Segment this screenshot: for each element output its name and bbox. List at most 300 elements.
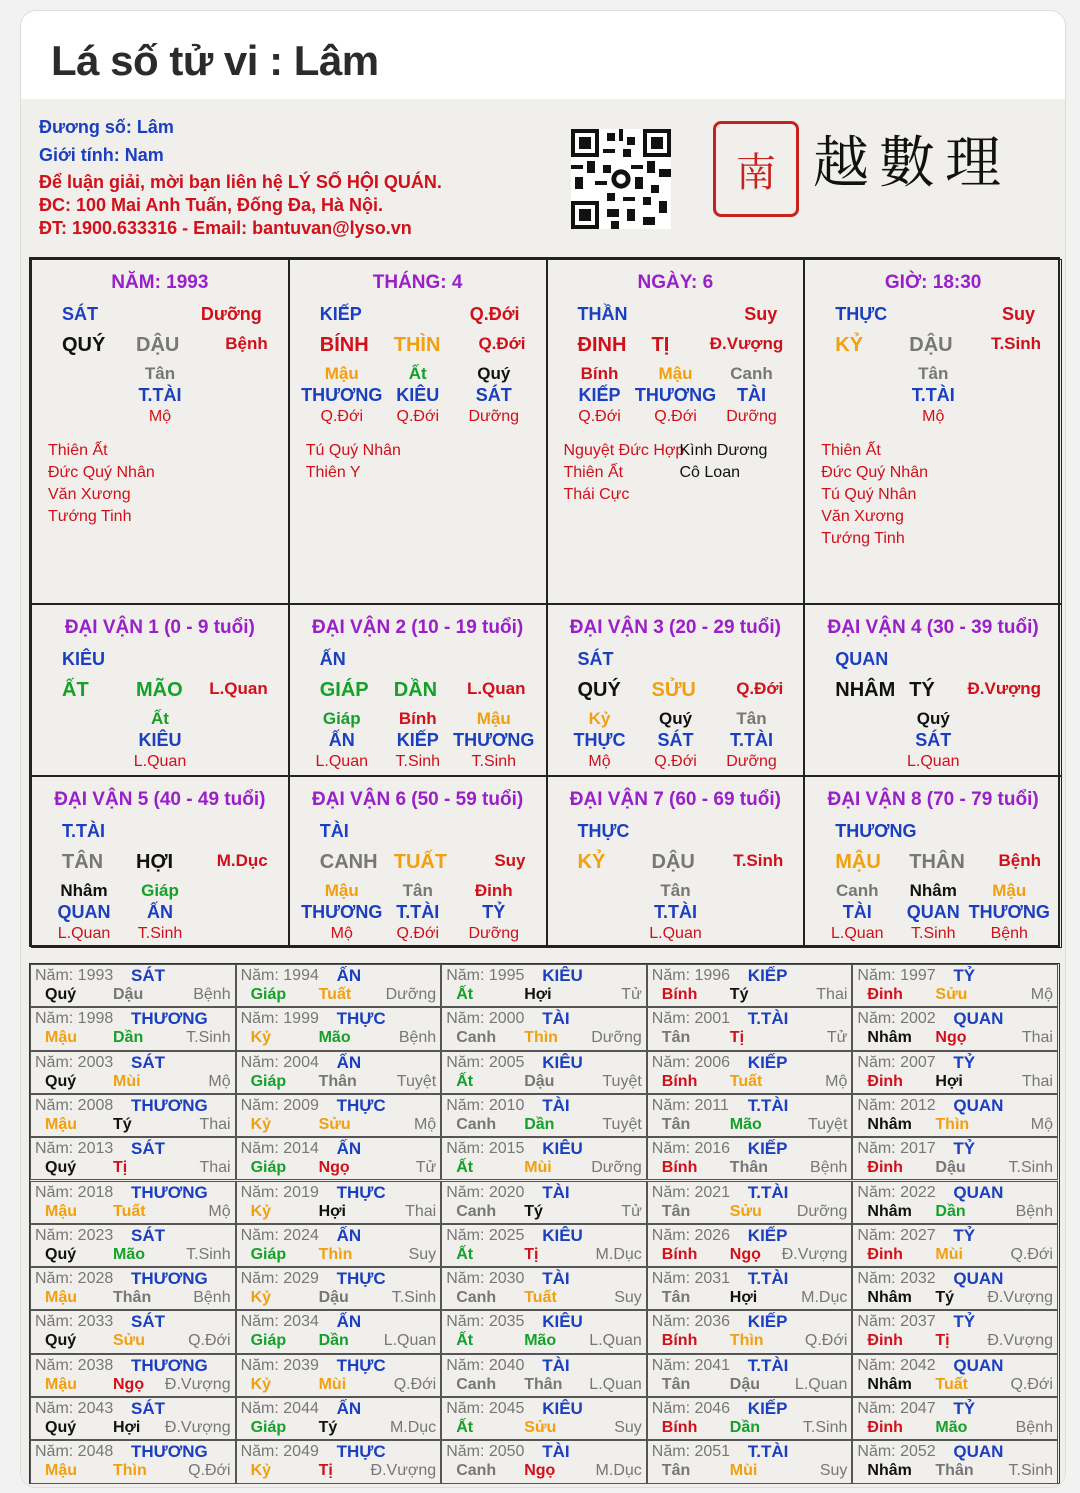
cell-title: THÁNG: 4 bbox=[372, 272, 463, 293]
year-cell bbox=[236, 964, 442, 1007]
cell-title: ĐẠI VẬN 1 (0 - 9 tuổi) bbox=[64, 617, 255, 638]
year-stage: Dưỡng bbox=[591, 1029, 642, 1047]
year-stem: Quý bbox=[45, 1159, 77, 1177]
dai-van-cell bbox=[31, 604, 289, 776]
year-stage: Đ.Vượng bbox=[370, 1462, 437, 1480]
year-label: Năm: 2012 bbox=[857, 1096, 936, 1114]
hidden-stem: Giáp bbox=[141, 881, 179, 900]
hidden-stage: Mộ bbox=[922, 408, 945, 425]
star-name: Văn Xương bbox=[821, 508, 904, 525]
year-branch: Hợi bbox=[729, 1289, 758, 1307]
hidden-stage: L.Quan bbox=[57, 925, 111, 942]
year-cell bbox=[236, 1397, 442, 1440]
year-stage: L.Quan bbox=[589, 1332, 642, 1350]
year-god: ẤN bbox=[336, 966, 362, 985]
year-cell bbox=[236, 1007, 442, 1050]
year-god: TỶ bbox=[953, 1225, 976, 1245]
year-label: Năm: 1994 bbox=[240, 967, 319, 984]
hidden-god: SÁT bbox=[657, 730, 694, 750]
year-cell bbox=[647, 1440, 853, 1483]
hidden-stem: Tân bbox=[918, 364, 949, 383]
year-cell bbox=[647, 1354, 853, 1397]
cell-title: ĐẠI VẬN 7 (60 - 69 tuổi) bbox=[569, 789, 781, 810]
year-branch: Sửu bbox=[318, 1115, 351, 1133]
year-stem: Tân bbox=[661, 1029, 691, 1047]
year-god: ẤN bbox=[336, 1225, 362, 1245]
hidden-god: KIÊU bbox=[396, 385, 440, 405]
cell-title: NĂM: 1993 bbox=[111, 272, 209, 293]
pillars-grid bbox=[29, 257, 1060, 947]
year-label: Năm: 1993 bbox=[35, 967, 114, 984]
year-god: THƯƠNG bbox=[131, 1355, 208, 1375]
year-god: KIÊU bbox=[542, 1312, 583, 1332]
heavenly-stem: GIÁP bbox=[319, 679, 369, 701]
heavenly-stem: MẬU bbox=[835, 851, 881, 873]
year-branch: Thân bbox=[318, 1072, 357, 1090]
hidden-stem: Đinh bbox=[474, 881, 513, 900]
year-label: Năm: 2049 bbox=[240, 1443, 319, 1461]
year-god: KIÊU bbox=[542, 1225, 583, 1245]
year-god: KIÊU bbox=[542, 1139, 583, 1159]
dai-van-cell bbox=[31, 776, 289, 948]
year-god: QUAN bbox=[953, 1269, 1004, 1289]
year-branch: Tý bbox=[318, 1419, 338, 1436]
star-name: Thiên Ất bbox=[48, 442, 108, 459]
year-cell bbox=[236, 1224, 442, 1267]
year-cell bbox=[647, 1094, 853, 1137]
year-label: Năm: 1998 bbox=[35, 1010, 114, 1028]
heavenly-stem: QUÝ bbox=[577, 679, 621, 701]
year-label: Năm: 2045 bbox=[446, 1400, 525, 1417]
year-stem: Canh bbox=[456, 1115, 497, 1133]
year-branch: Hợi bbox=[318, 1202, 346, 1220]
year-stage: Q.Đới bbox=[393, 1375, 437, 1393]
year-cell bbox=[441, 1354, 647, 1397]
life-stage: Suy bbox=[494, 851, 526, 870]
year-god: KIẾP bbox=[747, 966, 788, 985]
year-label: Năm: 2048 bbox=[35, 1443, 114, 1461]
year-label: Năm: 2011 bbox=[651, 1096, 729, 1114]
year-stage: Q.Đới bbox=[188, 1462, 231, 1480]
star-state: Suy bbox=[744, 304, 778, 324]
hidden-stem: Tân bbox=[402, 881, 433, 900]
year-cell bbox=[236, 1354, 442, 1397]
year-branch: Tý bbox=[729, 986, 749, 1003]
year-stage: Bệnh bbox=[1015, 1202, 1053, 1220]
contact-line: Để luận giải, mời bạn liên hệ LÝ SỐ HỘI QUÁN. bbox=[39, 172, 442, 192]
year-branch: Ngọ bbox=[524, 1462, 556, 1480]
year-cell bbox=[647, 1267, 853, 1310]
year-stem: Đinh bbox=[867, 1072, 903, 1090]
hidden-stem: Tân bbox=[736, 709, 767, 728]
life-stage: Bệnh bbox=[998, 851, 1041, 870]
year-god: TÀI bbox=[542, 1009, 570, 1029]
year-stage: Mộ bbox=[1030, 1115, 1053, 1133]
stars-left bbox=[821, 440, 928, 550]
year-branch: Ngọ bbox=[113, 1375, 145, 1393]
cell-title: NGÀY: 6 bbox=[637, 272, 714, 293]
year-god: KIÊU bbox=[542, 1399, 583, 1418]
main-star: THƯƠNG bbox=[835, 821, 917, 841]
year-label: Năm: 2019 bbox=[240, 1183, 319, 1201]
hidden-stage: Dưỡng bbox=[726, 753, 777, 770]
life-stage: Đ.Vượng bbox=[967, 679, 1041, 698]
hidden-stem: Canh bbox=[730, 364, 773, 383]
year-stem: Quý bbox=[45, 1245, 77, 1263]
year-stem: Canh bbox=[456, 1375, 497, 1393]
year-branch: Thìn bbox=[113, 1462, 147, 1480]
heavenly-stem: KỶ bbox=[835, 334, 864, 356]
year-stem: Ất bbox=[456, 1072, 474, 1090]
year-label: Năm: 2036 bbox=[651, 1313, 731, 1331]
year-cell bbox=[236, 1094, 442, 1137]
hidden-stem: Bính bbox=[398, 709, 437, 728]
year-god: THƯƠNG bbox=[131, 1442, 208, 1462]
hidden-god: THƯƠNG bbox=[301, 902, 383, 922]
year-label: Năm: 2039 bbox=[240, 1356, 319, 1374]
year-stem: Kỷ bbox=[250, 1115, 272, 1133]
hidden-god: KIẾP bbox=[396, 730, 439, 750]
year-stem: Quý bbox=[45, 1332, 77, 1350]
year-branch: Thân bbox=[524, 1375, 563, 1393]
year-branch: Hợi bbox=[935, 1072, 963, 1090]
address-line: ĐC: 100 Mai Anh Tuấn, Đống Đa, Hà Nội. bbox=[39, 195, 384, 215]
year-cell bbox=[441, 1267, 647, 1310]
main-star: T.TÀI bbox=[62, 821, 105, 841]
hidden-stem: Mậu bbox=[658, 364, 693, 383]
year-god: THƯƠNG bbox=[131, 1269, 208, 1289]
year-label: Năm: 2026 bbox=[651, 1226, 731, 1244]
earthly-branch: TÝ bbox=[909, 679, 935, 701]
year-branch: Tuất bbox=[318, 986, 352, 1003]
year-cell bbox=[236, 1310, 442, 1353]
heavenly-stem: CANH bbox=[319, 851, 378, 873]
year-label: Năm: 2008 bbox=[35, 1096, 114, 1114]
year-label: Năm: 2001 bbox=[651, 1010, 731, 1028]
year-branch: Dần bbox=[318, 1332, 349, 1350]
year-cell bbox=[441, 964, 647, 1007]
year-god: QUAN bbox=[953, 1009, 1004, 1029]
dai-van-cell bbox=[804, 604, 1062, 776]
year-label: Năm: 2009 bbox=[240, 1096, 319, 1114]
year-cell bbox=[236, 1267, 442, 1310]
year-god: SÁT bbox=[131, 1225, 165, 1245]
year-label: Năm: 2034 bbox=[240, 1313, 319, 1331]
red-seal-logo: 南 bbox=[713, 121, 799, 217]
heavenly-stem: TÂN bbox=[62, 851, 104, 873]
year-stem: Bính bbox=[661, 1072, 698, 1090]
year-stem: Tân bbox=[661, 1115, 691, 1133]
year-branch: Mão bbox=[524, 1332, 557, 1350]
year-cell bbox=[30, 1007, 236, 1050]
year-branch: Dần bbox=[729, 1419, 761, 1436]
year-branch: Dậu bbox=[935, 1159, 966, 1177]
year-god: TÀI bbox=[542, 1182, 570, 1202]
chart-sheet bbox=[21, 99, 1066, 1488]
heavenly-stem: NHÂM bbox=[835, 679, 896, 701]
year-branch: Sửu bbox=[935, 986, 968, 1003]
dai-van-cell bbox=[289, 604, 547, 776]
year-branch: Dậu bbox=[318, 1289, 349, 1307]
year-stem: Giáp bbox=[250, 986, 287, 1003]
year-stage: Đ.Vượng bbox=[781, 1245, 848, 1263]
hidden-stem: Mậu bbox=[324, 881, 359, 900]
year-stem: Nhâm bbox=[867, 1115, 912, 1133]
cell-title: ĐẠI VẬN 2 (10 - 19 tuổi) bbox=[312, 617, 524, 638]
heavenly-stem: KỶ bbox=[577, 851, 606, 873]
owner-info bbox=[39, 115, 442, 240]
year-branch: Sửu bbox=[729, 1202, 762, 1220]
hidden-god: THƯƠNG bbox=[453, 730, 535, 750]
year-cell bbox=[852, 1051, 1058, 1094]
year-stem: Mậu bbox=[45, 1202, 77, 1220]
year-cell bbox=[441, 1440, 647, 1483]
year-stem: Đinh bbox=[867, 1245, 903, 1263]
year-god: KIẾP bbox=[747, 1312, 788, 1332]
year-god: THƯƠNG bbox=[131, 1095, 208, 1115]
year-label: Năm: 2032 bbox=[857, 1270, 936, 1288]
year-god: T.TÀI bbox=[747, 1182, 789, 1202]
year-label: Năm: 2013 bbox=[35, 1140, 114, 1158]
earthly-branch: TUẤT bbox=[393, 851, 448, 873]
year-god: KIÊU bbox=[542, 1052, 583, 1072]
main-star: SÁT bbox=[577, 649, 614, 669]
year-branch: Dần bbox=[935, 1202, 966, 1220]
year-branch: Mùi bbox=[318, 1375, 347, 1393]
year-cell bbox=[30, 964, 236, 1007]
hidden-stem: Tân bbox=[660, 881, 691, 900]
year-stage: Bệnh bbox=[193, 986, 231, 1003]
hidden-stem: Mậu bbox=[476, 709, 511, 728]
year-stage: Tử bbox=[826, 1029, 848, 1047]
year-cell bbox=[441, 1181, 647, 1224]
dai-van-cell bbox=[547, 604, 805, 776]
year-god: THỰC bbox=[336, 1355, 386, 1375]
year-stem: Giáp bbox=[250, 1159, 287, 1177]
year-cell bbox=[441, 1137, 647, 1180]
hidden-stage: Q.Đới bbox=[654, 408, 697, 425]
year-stage: Thai bbox=[1021, 1029, 1053, 1047]
year-stem: Canh bbox=[456, 1289, 497, 1307]
year-stem: Nhâm bbox=[867, 1289, 912, 1307]
year-stem: Kỷ bbox=[250, 1029, 272, 1047]
year-stem: Nhâm bbox=[867, 1202, 912, 1220]
hidden-stem: Quý bbox=[658, 709, 693, 728]
year-branch: Tị bbox=[318, 1462, 333, 1480]
year-label: Năm: 2050 bbox=[446, 1443, 525, 1461]
year-branch: Mùi bbox=[935, 1245, 963, 1263]
year-branch: Tị bbox=[935, 1332, 950, 1350]
year-branch: Sửu bbox=[113, 1332, 146, 1350]
year-cell bbox=[852, 1224, 1058, 1267]
life-stage: T.Sinh bbox=[733, 851, 784, 870]
year-stem: Tân bbox=[661, 1375, 691, 1393]
year-label: Năm: 2017 bbox=[857, 1140, 936, 1158]
year-branch: Tị bbox=[113, 1159, 128, 1177]
year-label: Năm: 2037 bbox=[857, 1313, 936, 1331]
hidden-god: T.TÀI bbox=[396, 902, 440, 922]
year-stage: Tuyệt bbox=[602, 1115, 642, 1133]
hidden-stem: Ất bbox=[408, 364, 427, 383]
year-god: SÁT bbox=[131, 1139, 165, 1159]
main-star: QUAN bbox=[835, 649, 889, 669]
year-label: Năm: 2029 bbox=[240, 1270, 319, 1288]
hidden-god: QUAN bbox=[57, 902, 111, 922]
year-cell bbox=[852, 1007, 1058, 1050]
year-stem: Tân bbox=[661, 1202, 691, 1220]
cell-title: ĐẠI VẬN 6 (50 - 59 tuổi) bbox=[312, 789, 524, 810]
hidden-god: THƯƠNG bbox=[301, 385, 383, 405]
year-god: TỶ bbox=[953, 966, 976, 985]
year-branch: Mùi bbox=[729, 1462, 758, 1480]
phone-email-line: ĐT: 1900.633316 - Email: bantuvan@lyso.vn bbox=[39, 218, 412, 238]
year-stage: Suy bbox=[614, 1289, 642, 1307]
year-stage: Tử bbox=[621, 1202, 642, 1220]
heavenly-stem: QUÝ bbox=[62, 334, 106, 356]
year-branch: Thìn bbox=[935, 1115, 970, 1133]
year-label: Năm: 2040 bbox=[446, 1356, 525, 1374]
life-stage: Q.Đới bbox=[736, 679, 784, 698]
hidden-god: SÁT bbox=[915, 730, 952, 750]
star-name: Văn Xương bbox=[48, 486, 131, 503]
year-stage: Q.Đới bbox=[1010, 1375, 1053, 1393]
year-stage: L.Quan bbox=[383, 1332, 437, 1350]
hidden-stem: Tân bbox=[144, 364, 176, 383]
year-stage: Mộ bbox=[1030, 986, 1053, 1003]
hidden-stage: Q.Đới bbox=[396, 408, 439, 425]
year-cell bbox=[647, 1224, 853, 1267]
hidden-stage: Dưỡng bbox=[726, 408, 777, 425]
year-stage: Thai bbox=[1021, 1072, 1053, 1090]
cell-title: GIỜ: 18:30 bbox=[884, 272, 982, 293]
year-label: Năm: 2027 bbox=[857, 1226, 936, 1244]
year-god: TỶ bbox=[953, 1139, 976, 1159]
year-stem: Giáp bbox=[250, 1072, 287, 1090]
year-branch: Dậu bbox=[113, 986, 144, 1003]
hidden-stem: Bính bbox=[580, 364, 619, 383]
year-label: Năm: 2010 bbox=[446, 1096, 525, 1114]
year-god: ẤN bbox=[336, 1052, 362, 1072]
year-stem: Giáp bbox=[250, 1332, 287, 1350]
year-label: Năm: 2003 bbox=[35, 1053, 114, 1071]
year-cell bbox=[30, 1224, 236, 1267]
year-branch: Dậu bbox=[729, 1375, 761, 1393]
star-name: Đức Quý Nhân bbox=[48, 464, 155, 481]
year-cell bbox=[441, 1224, 647, 1267]
life-stage: Q.Đới bbox=[478, 334, 526, 353]
year-stem: Đinh bbox=[867, 986, 903, 1003]
year-stem: Canh bbox=[456, 1029, 497, 1047]
year-stem: Đinh bbox=[867, 1419, 903, 1436]
year-god: TỶ bbox=[953, 1399, 976, 1418]
year-stem: Bính bbox=[661, 1159, 698, 1177]
year-label: Năm: 1996 bbox=[651, 967, 731, 984]
year-god: T.TÀI bbox=[747, 1095, 789, 1115]
pillar-cell bbox=[804, 259, 1062, 604]
year-branch: Tý bbox=[113, 1115, 132, 1133]
year-god: SÁT bbox=[131, 1312, 165, 1332]
year-stem: Tân bbox=[661, 1289, 691, 1307]
hidden-stage: L.Quan bbox=[133, 753, 187, 770]
main-star: THỰC bbox=[577, 821, 630, 841]
year-cell bbox=[30, 1181, 236, 1224]
stars-left bbox=[48, 440, 155, 528]
star-name: Thái Cực bbox=[563, 486, 630, 503]
year-god: THỰC bbox=[336, 1269, 386, 1289]
year-stage: Mộ bbox=[208, 1202, 231, 1220]
year-label: Năm: 2044 bbox=[240, 1400, 319, 1417]
dai-van-cell bbox=[804, 776, 1062, 948]
year-branch: Dậu bbox=[524, 1072, 555, 1090]
hidden-god: T.TÀI bbox=[654, 902, 697, 922]
year-cell bbox=[30, 1051, 236, 1094]
year-god: TỶ bbox=[953, 1052, 976, 1072]
year-god: SÁT bbox=[131, 1399, 165, 1418]
year-stage: Thai bbox=[199, 1159, 231, 1177]
year-stage: Dưỡng bbox=[796, 1202, 848, 1220]
year-label: Năm: 1997 bbox=[857, 967, 936, 984]
year-stage: Thai bbox=[405, 1202, 437, 1220]
year-label: Năm: 2007 bbox=[857, 1053, 936, 1071]
hidden-stem: Canh bbox=[836, 881, 879, 900]
year-stage: Suy bbox=[408, 1245, 437, 1263]
year-branch: Tuất bbox=[729, 1072, 763, 1090]
year-god: THƯƠNG bbox=[131, 1182, 208, 1202]
year-branch: Tuất bbox=[524, 1289, 557, 1307]
cell-title: ĐẠI VẬN 5 (40 - 49 tuổi) bbox=[54, 789, 266, 810]
year-stem: Ất bbox=[456, 986, 474, 1003]
year-cell bbox=[441, 1397, 647, 1440]
year-cell bbox=[236, 1137, 442, 1180]
year-god: QUAN bbox=[953, 1095, 1004, 1115]
year-branch: Thìn bbox=[524, 1029, 558, 1047]
hidden-god: TỶ bbox=[482, 902, 506, 922]
year-cell bbox=[236, 1051, 442, 1094]
year-label: Năm: 2020 bbox=[446, 1183, 525, 1201]
stars-right bbox=[680, 440, 768, 484]
hidden-stage: Q.Đới bbox=[320, 408, 363, 425]
year-branch: Hợi bbox=[113, 1419, 141, 1436]
year-cell bbox=[852, 1181, 1058, 1224]
hidden-stage: Dưỡng bbox=[468, 408, 520, 425]
year-stem: Canh bbox=[456, 1202, 497, 1220]
year-stem: Nhâm bbox=[867, 1375, 912, 1393]
year-cell bbox=[647, 1007, 853, 1050]
year-stem: Kỷ bbox=[250, 1289, 272, 1307]
year-stem: Bính bbox=[661, 1332, 698, 1350]
year-stem: Mậu bbox=[45, 1115, 77, 1133]
pillar-cell bbox=[547, 259, 805, 604]
year-stage: Tử bbox=[621, 986, 642, 1003]
year-cell bbox=[647, 964, 853, 1007]
year-cell bbox=[852, 1397, 1058, 1440]
star-name: Tú Quý Nhân bbox=[821, 486, 917, 503]
year-stage: Tử bbox=[415, 1159, 437, 1177]
year-god: QUAN bbox=[953, 1442, 1004, 1462]
main-star: THẦN bbox=[577, 304, 628, 324]
year-cell bbox=[852, 1440, 1058, 1483]
year-label: Năm: 1995 bbox=[446, 967, 525, 984]
year-stage: Bệnh bbox=[1015, 1419, 1053, 1436]
star-name: Tướng Tinh bbox=[821, 530, 905, 547]
star-name: Đức Quý Nhân bbox=[821, 464, 928, 481]
year-stem: Kỷ bbox=[250, 1202, 272, 1220]
qr-code-icon bbox=[571, 129, 671, 229]
year-stage: Tuyệt bbox=[807, 1115, 848, 1133]
hidden-god: THƯƠNG bbox=[634, 385, 717, 405]
year-stage: Tuyệt bbox=[602, 1072, 642, 1090]
pillar-cell bbox=[289, 259, 547, 604]
